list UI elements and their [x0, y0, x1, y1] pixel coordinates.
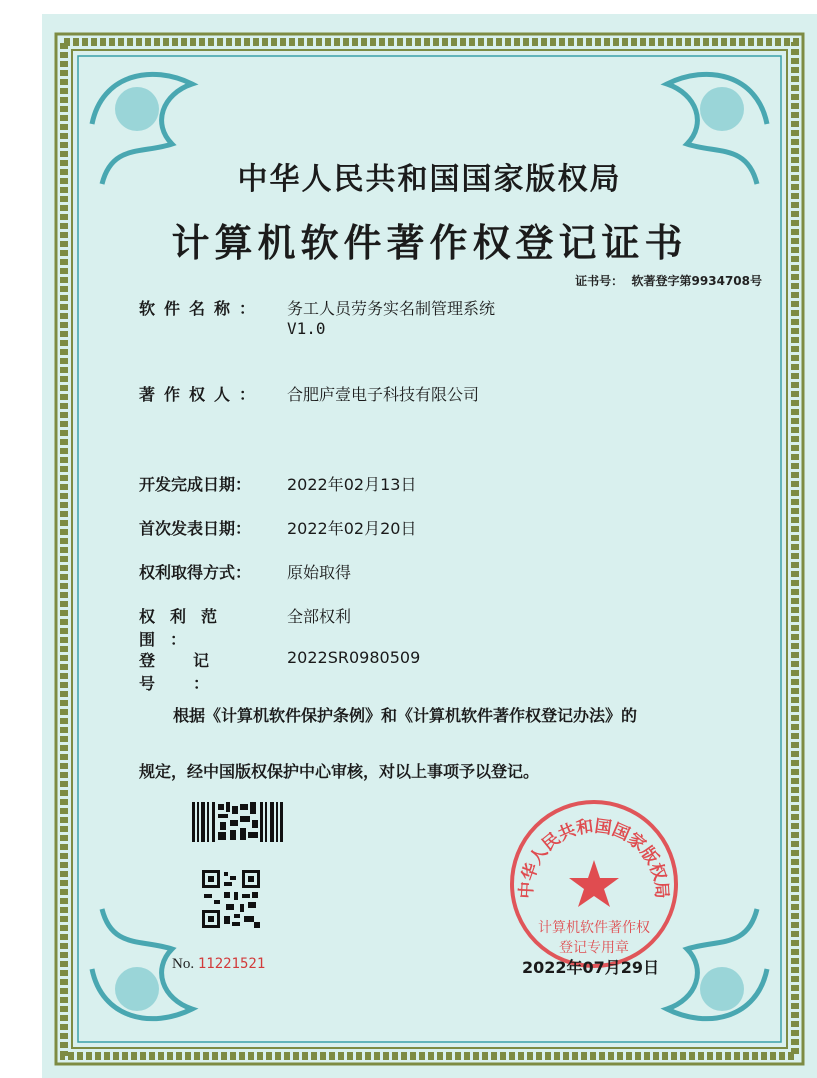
field-copyright-owner: [139, 382, 479, 405]
field-label: 权利取得方式：: [139, 563, 252, 582]
field-value: 全部权利: [287, 607, 352, 626]
statement-line-1: 根据《计算机软件保护条例》和《计算机软件著作权登记办法》的: [173, 706, 638, 725]
field-scope: [139, 604, 351, 650]
field-label: 软件名称：: [139, 299, 265, 318]
field-value: 2022SR0980509: [287, 648, 421, 667]
field-value: 2022年02月20日: [287, 519, 417, 538]
barcode: [192, 802, 286, 842]
field-value: [287, 296, 495, 338]
certificate-title: 计算机软件著作权登记证书: [171, 220, 688, 265]
field-publish-date: [139, 516, 416, 539]
issue-date: 2022年07月29日: [522, 958, 660, 977]
certificate-sheet: [42, 14, 817, 1078]
cert-number-label: 证书号：: [575, 274, 624, 288]
field-label: 开发完成日期：: [139, 475, 252, 494]
field-acquisition: [139, 560, 351, 583]
seal-star-icon: [569, 860, 619, 907]
seal-center-line-1: 计算机软件著作权: [538, 920, 650, 936]
field-completion-date: [139, 472, 416, 495]
serial-number: [172, 956, 265, 973]
software-name-line1: 务工人员劳务实名制管理系统: [287, 299, 496, 318]
field-value: 合肥庐壹电子科技有限公司: [287, 385, 480, 404]
authority-title: 中华人民共和国国家版权局: [237, 162, 622, 197]
seal-ring-text: 中华人民共和国国家版权局: [516, 816, 672, 900]
serial-label: No.: [172, 956, 195, 972]
certificate-number: [575, 272, 762, 289]
serial-value: 11221521: [197, 956, 266, 972]
field-label: 著作权人：: [139, 385, 265, 404]
field-label: 首次发表日期：: [139, 519, 252, 538]
field-software-name: [139, 296, 495, 338]
cert-number-value: 软著登字第9934708号: [631, 274, 762, 288]
statement-line-2: 规定，经中国版权保护中心审核，对以上事项予以登记。: [139, 762, 540, 781]
software-version: V1.0: [287, 319, 326, 338]
field-label: 登记号：: [139, 651, 248, 693]
statement-paragraph: [139, 688, 759, 800]
field-value: 2022年02月13日: [287, 475, 417, 494]
qr-code: [202, 870, 260, 928]
official-seal: [504, 794, 684, 974]
field-label: 权利范围：: [139, 607, 233, 649]
seal-center-line-2: 登记专用章: [559, 940, 629, 956]
field-value: 原始取得: [287, 563, 352, 582]
